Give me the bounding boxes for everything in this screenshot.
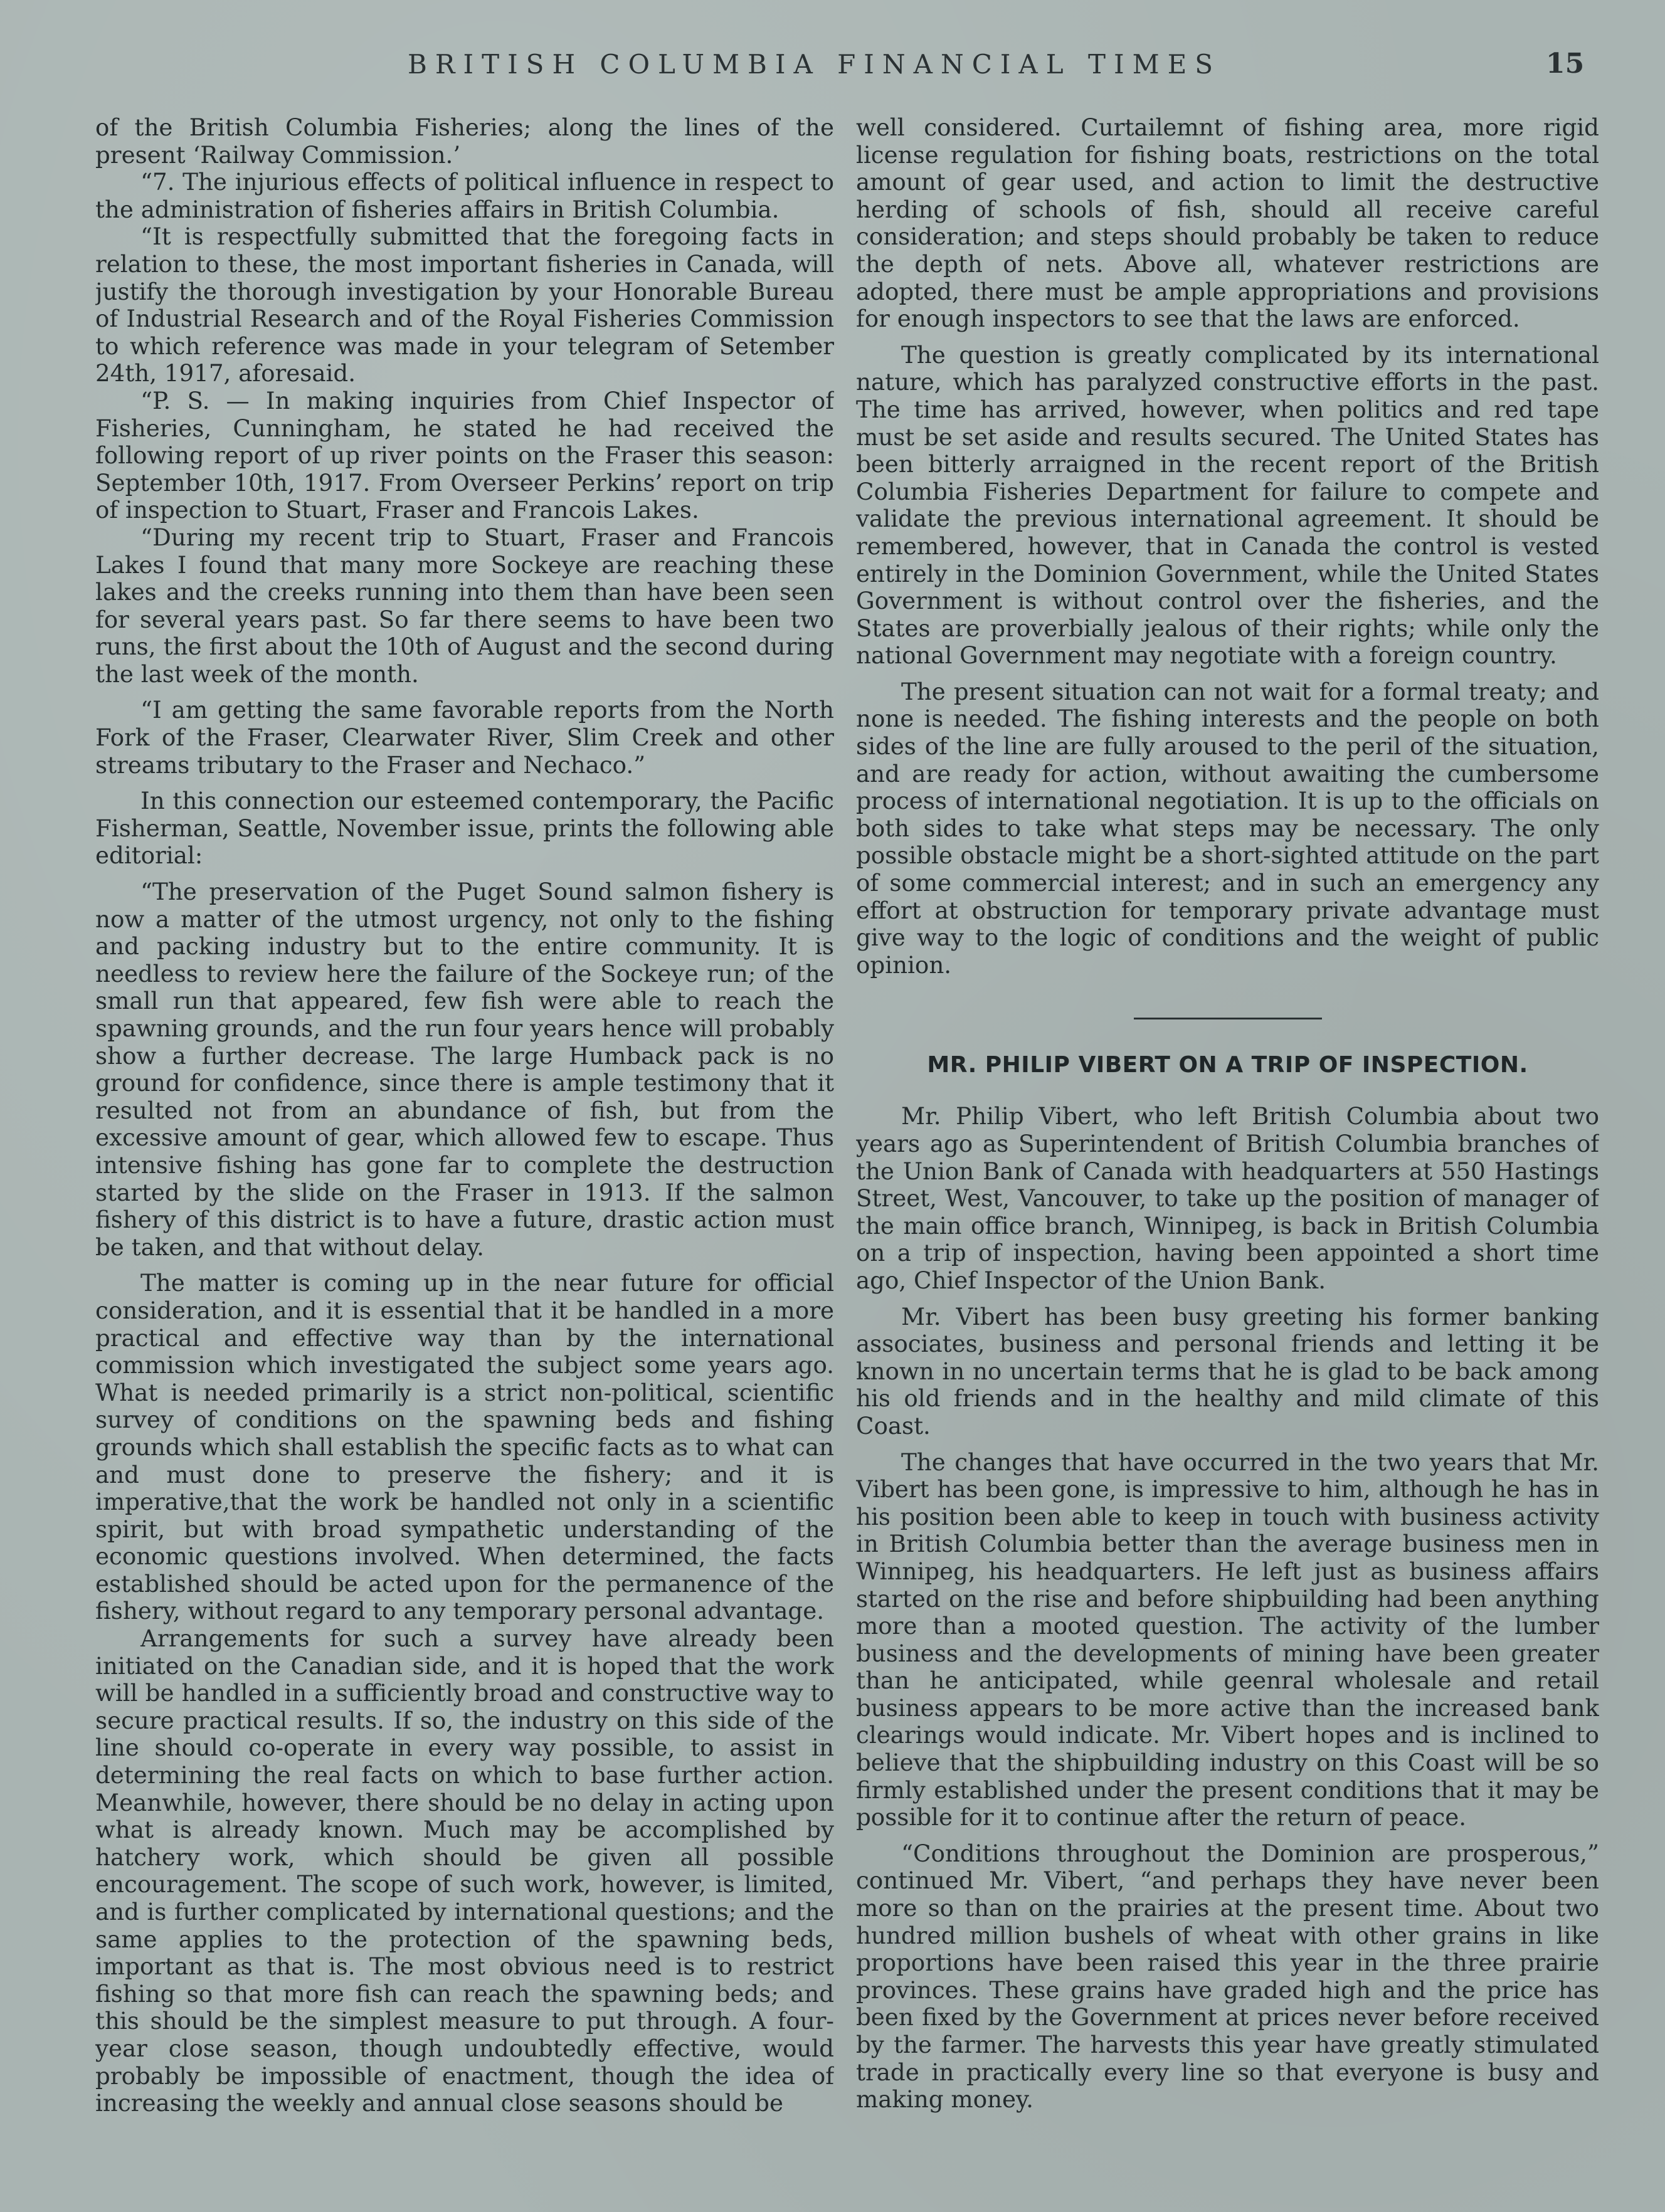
body-paragraph: well considered. Curtailemnt of fishing area, more rigid license regulation for fishing boats, restrictions on the total amount of gear used, and action to limit the destructive herding of schools of fish, should all receive careful consideration; and steps should probably be taken to reduce the depth of nets. Above all, whatever restrictions are adopted, there must be ample appropriations and provisions for enough inspectors to see that the laws are enforced.	[856, 114, 1599, 333]
running-title: BRITISH COLUMBIA FINANCIAL TIMES	[408, 49, 1222, 80]
right-column	[856, 114, 1599, 2183]
page-number: 15	[1546, 48, 1585, 80]
body-paragraph: “Conditions throughout the Dominion are prosperous,” continued Mr. Vibert, “and perhaps they have never been more so than on the prairies at the present time. About two hundred million bushels of wheat with other grains in like proportions have been raised this year in the three prairie provinces. These grains have graded high and the price has been fixed by the Government at prices never before received by the farmer. The harvests this year have greatly stimulated trade in practically every line so that everyone is busy and making money.	[856, 1839, 1599, 2114]
body-paragraph: of the British Columbia Fisheries; along the lines of the present ‘Railway Commission.’	[95, 114, 834, 169]
body-paragraph: “During my recent trip to Stuart, Fraser and Francois Lakes I found that many more Sockeye are reaching these lakes and the creeks running into them than have been seen for several years past. So far there seems to have been two runs, the first about the 10th of August and the second during the last week of the month.	[95, 523, 834, 688]
page-header	[0, 49, 1665, 87]
body-paragraph: Mr. Vibert has been busy greeting his former banking associates, business and personal friends and letting it be known in no uncertain terms that he is glad to be back among his old friends and in the healthy and mild climate of this Coast.	[856, 1302, 1599, 1440]
body-paragraph: In this connection our esteemed contemporary, the Pacific Fisherman, Seattle, November issue, prints the following able editorial:	[95, 787, 834, 870]
body-paragraph: The question is greatly complicated by its international nature, which has paralyzed constructive efforts in the past. The time has arrived, however, when politics and red tape must be set aside and results secured. The United States has been bitterly arraigned in the recent report of the British Columbia Fisheries Department for failure to compete and validate the previous international agreement. It should be remembered, however, that in Canada the control is vested entirely in the Dominion Government, while the United States Government is without control over the fisheries, and the States are proverbially jealous of their rights; while only the national Government may negotiate with a foreign country.	[856, 340, 1599, 670]
body-paragraph: “P. S. — In making inquiries from Chief Inspector of Fisheries, Cunningham, he stated he had received the following report of up river points on the Fraser this season: September 10th, 1917. From Overseer Perkins’ report on trip of inspection to Stuart, Fraser and Francois Lakes.	[95, 386, 834, 524]
body-paragraph: “The preservation of the Puget Sound salmon fishery is now a matter of the utmost urgency, not only to the fishing and packing industry but to the entire community. It is needless to review here the failure of the Sockeye run; of the small run that appeared, few fish were able to reach the spawning grounds, and the run four years hence will probably show a further decrease. The large Humback pack is no ground for confidence, since there is ample testimony that it resulted not from an abundance of fish, but from the excessive amount of gear, which allowed few to escape. Thus intensive fishing has gone far to complete the destruction started by the slide on the Fraser in 1913. If the salmon fishery of this district is to have a future, drastic action must be taken, and that without delay.	[95, 878, 834, 1261]
body-paragraph: The present situation can not wait for a formal treaty; and none is needed. The fishing interests and the people on both sides of the line are fully aroused to the peril of the situation, and are ready for action, without awaiting the cumbersome process of international negotiation. It is up to the officials on both sides to take what steps may be necessary. The only possible obstacle might be a short-sighted attitude on the part of some commercial interest; and in such an emergency any effort at obstruction for temporary private advantage must give way to the logic of conditions and the weight of public opinion.	[856, 677, 1599, 979]
body-paragraph: Arrangements for such a survey have already been initiated on the Canadian side, and it is hoped that the work will be handled in a sufficiently broad and constructive way to secure practical results. If so, the industry on this side of the line should co-operate in every way possible, to assist in determining the real facts on which to base further action. Meanwhile, however, there should be no delay in acting upon what is already known. Much may be accomplished by hatchery work, which should be given all possible encouragement. The scope of such work, however, is limited, and is further complicated by international questions; and the same applies to the protection of the spawning beds, important as that is. The most obvious need is to restrict fishing so that more fish can reach the spawning beds; and this should be the simplest measure to put through. A four-year close season, though undoubtedly effective, would probably be impossible of enactment, though the idea of increasing the weekly and annual close seasons should be	[95, 1625, 834, 2117]
section-heading: MR. PHILIP VIBERT ON A TRIP OF INSPECTION.	[927, 1052, 1528, 1078]
body-paragraph: “It is respectfully submitted that the foregoing facts in relation to these, the most important fisheries in Canada, will justify the thorough investigation by your Honorable Bureau of Industrial Research and of the Royal Fisheries Commission to which reference was made in your telegram of Setember 24th, 1917, aforesaid.	[95, 223, 834, 387]
section-divider	[1134, 1018, 1322, 1019]
body-paragraph: “7. The injurious effects of political influence in respect to the administration of fisheries affairs in British Columbia.	[95, 168, 834, 223]
body-paragraph: Mr. Philip Vibert, who left British Columbia about two years ago as Superintendent of British Columbia branches of the Union Bank of Canada with headquarters at 550 Hastings Street, West, Vancouver, to take up the position of manager of the main office branch, Winnipeg, is back in British Columbia on a trip of inspection, having been appointed a short time ago, Chief Inspector of the Union Bank.	[856, 1102, 1599, 1294]
body-paragraph: The matter is coming up in the near future for official consideration, and it is essential that it be handled in a more practical and effective way than by the international commission which investigated the subject some years ago. What is needed primarily is a strict non-political, scientific survey of conditions on the spawning beds and fishing grounds which shall establish the specific facts as to what can and must done to preserve the fishery; and it is imperative,that the work be handled not only in a scientific spirit, but with broad sympathetic understanding of the economic questions involved. When determined, the facts established should be acted upon for the permanence of the fishery, without regard to any temporary personal advantage.	[95, 1269, 834, 1625]
left-column	[95, 114, 834, 2183]
body-paragraph: “I am getting the same favorable reports from the North Fork of the Fraser, Clearwater River, Slim Creek and other streams tributary to the Fraser and Nechaco.”	[95, 696, 834, 779]
body-paragraph: The changes that have occurred in the two years that Mr. Vibert has been gone, is impressive to him, although he has in his position been able to keep in touch with business activity in British Columbia better than the average business men in Winnipeg, his headquarters. He left just as business affairs started on the rise and before shipbuilding had been anything more than a mooted question. The activity of the lumber business and the developments of mining have been greater than he anticipated, while geenral wholesale and retail business appears to be more active than the increased bank clearings would indicate. Mr. Vibert hopes and is inclined to believe that the shipbuilding industry on this Coast will be so firmly established under the present conditions that it may be possible for it to continue after the return of peace.	[856, 1448, 1599, 1831]
